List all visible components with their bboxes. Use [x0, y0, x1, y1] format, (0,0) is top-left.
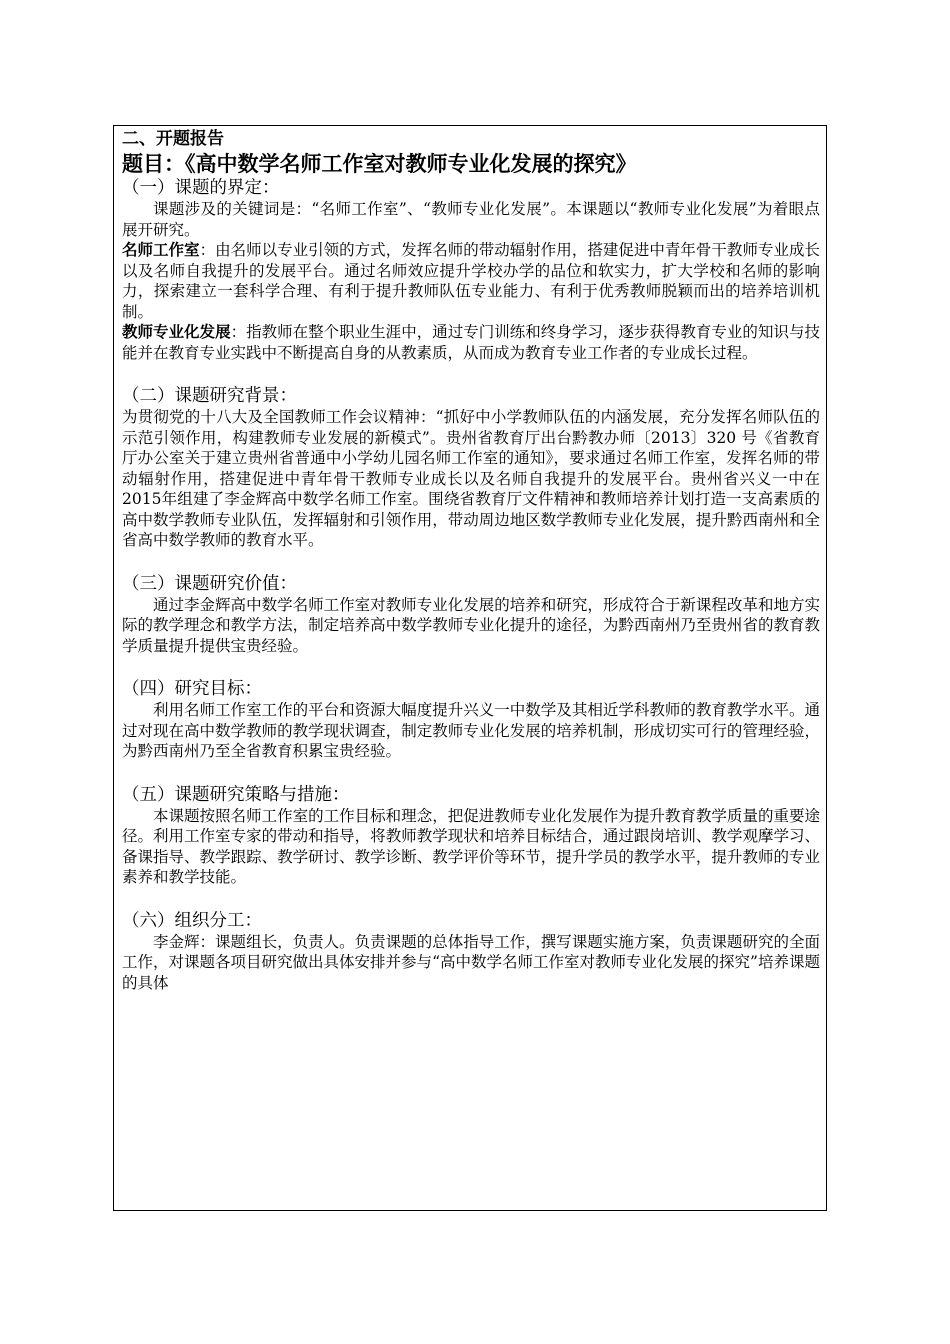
section-label: 二、开题报告 [122, 129, 224, 149]
background-text: 为贯彻党的十八大及全国教师工作会议精神：“抓好中小学教师队伍的内涵发展，充分发挥名师队伍的示范引领作用，构建教师专业发展的新模式”。贵州省教育厅出台黔教办师〔2013〕320 号《省教育厅办公室关于建立贵州省普通中小学幼儿园名师工作室的通知》，要求通过名师工作室，发挥名师的带动辐射作用，搭建促进中青年骨干教师专业成长以及名师自我提升的发展平台。贵州省兴义一中在2015年组建了李金辉高中数学名师工作室。围绕省教育厅文件精神和教师培养计划打造一支高素质的高中数学教师专业队伍，发挥辐射和引领作用，带动周边地区数学教师专业化发展，提升黔西南州和全省高中数学教师的教育水平。 [122, 408, 820, 549]
heading-definition: （一）课题的界定： [122, 178, 280, 198]
value-text: 通过李金辉高中数学名师工作室对教师专业化发展的培养和研究，形成符合于新课程改革和地方实际的教学理念和教学方法，制定培养高中数学教师专业化提升的途径，为黔西南州乃至贵州省的教育教学质量提升提供宝贵经验。 [122, 595, 820, 655]
definition-term-studio [122, 240, 820, 322]
heading-organization: （六）组织分工： [122, 910, 262, 931]
heading-strategy: （五）课题研究策略与措施： [122, 784, 350, 805]
goals-text: 利用名师工作室工作的平台和资源大幅度提升兴义一中数学及其相近学科教师的教育教学水平。通过对现在高中数学教师的教学现状调查，制定教师专业化发展的培养机制，形成切实可行的管理经验，为黔西南州乃至全省教育积累宝贵经验。 [122, 701, 820, 760]
heading-goals: （四）研究目标： [122, 679, 262, 699]
term-label-studio: 名师工作室 [122, 241, 200, 259]
definition-term-development [122, 322, 820, 363]
term-text-development: ：指教师在整个职业生涯中，通过专门训练和终身学习，逐步获得教育专业的知识与技能并在教育专业实践中不断提高自身的从教素质，从而成为教育专业工作者的专业成长过程。 [122, 323, 820, 362]
term-label-development: 教师专业化发展 [122, 323, 231, 341]
report-title: 题目：《高中数学名师工作室对教师专业化发展的探究》 [122, 151, 637, 176]
organization-text: 李金辉：课题组长，负责人。负责课题的总体指导工作，撰写课题实施方案，负责课题研究的全面工作，对课题各项目研究做出具体安排并参与“高中数学名师工作室对教师专业化发展的探究”培养课题的具体 [122, 932, 820, 992]
strategy-text: 本课题按照名师工作室的工作目标和理念，把促进教师专业化发展作为提升教育教学质量的重要途径。利用工作室专家的带动和指导，将教师教学现状和培养目标结合，通过跟岗培训、教学观摩学习、备课指导、教学跟踪、教学研讨、教学诊断、教学评价等环节，提升学员的教学水平，提升教师的专业素养和教学技能。 [122, 806, 820, 886]
heading-background: （二）课题研究背景： [122, 386, 297, 406]
definition-intro: 课题涉及的关键词是：“名师工作室”、“教师专业化发展”。本课题以“教师专业化发展”为着眼点展开研究。 [122, 200, 820, 239]
heading-value: （三）课题研究价值： [122, 573, 297, 594]
report-frame [113, 125, 827, 1211]
term-text-studio: ：由名师以专业引领的方式，发挥名师的带动辐射作用，搭建促进中青年骨干教师专业成长以及名师自我提升的发展平台。通过名师效应提升学校办学的品位和软实力，扩大学校和名师的影响力，探索建立一套科学合理、有利于提升教师队伍专业能力、有利于优秀教师脱颖而出的培养培训机制。 [122, 241, 820, 321]
